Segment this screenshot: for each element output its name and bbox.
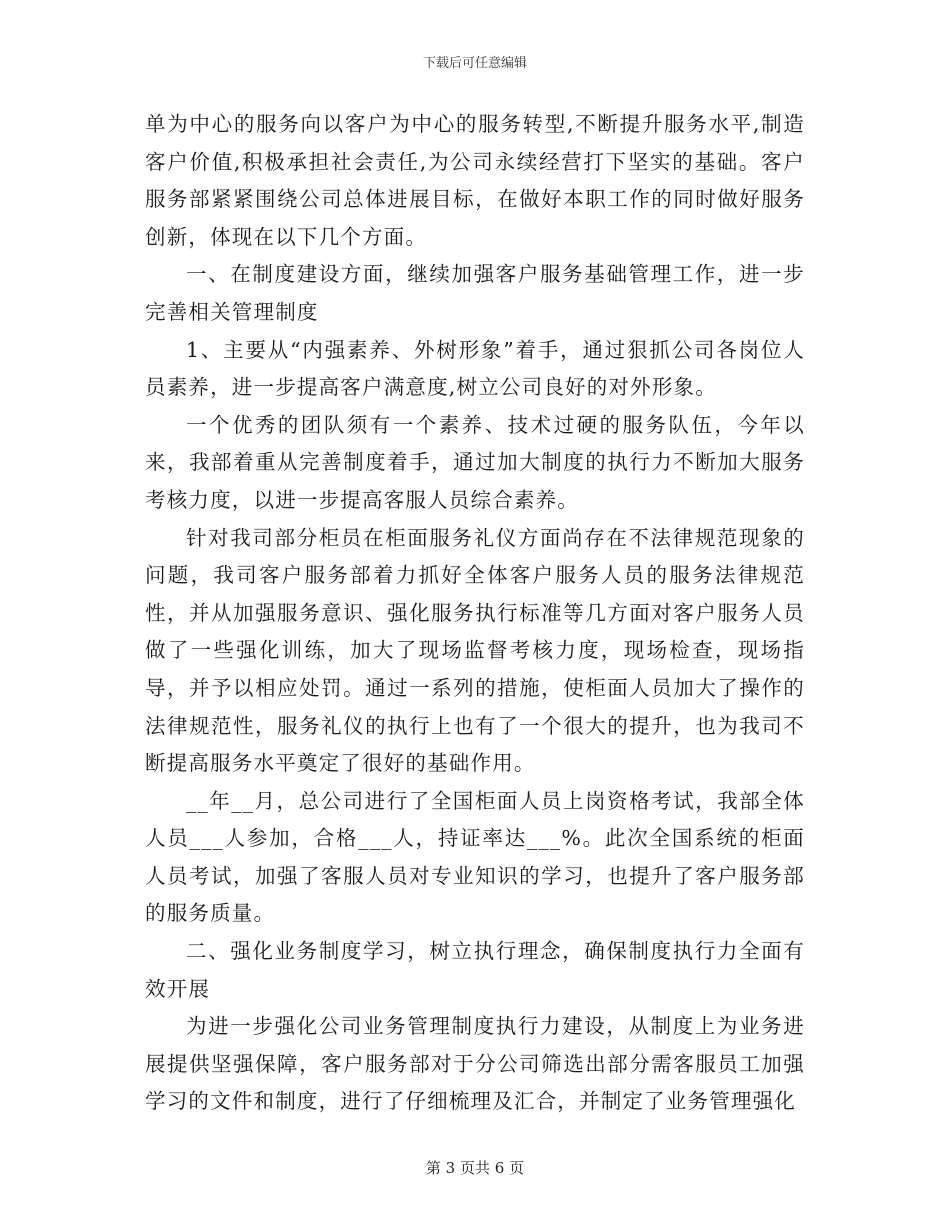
document-body: [145, 106, 805, 1121]
paragraph: __年__月，总公司进行了全国柜面人员上岗资格考试，我部全体人员___人参加，合格___人，持证率达___%。此次全国系统的柜面人员考试，加强了客服人员对专业知识的学习，也提升了客户服务部的服务质量。: [145, 788, 805, 926]
paragraph: 针对我司部分柜员在柜面服务礼仪方面尚存在不法律规范现象的问题，我司客户服务部着力抓好全体客户服务人员的服务法律规范性，并从加强服务意识、强化服务执行标准等几方面对客户服务人员做了一些强化训练，加大了现场监督考核力度，现场检查，现场指导，并予以相应处罚。通过一系列的措施，使柜面人员加大了操作的法律规范性，服务礼仪的执行上也有了一个很大的提升，也为我司不断提高服务水平奠定了很好的基础作用。: [145, 525, 805, 776]
paragraph: 一个优秀的团队须有一个素养、技术过硬的服务队伍，今年以来，我部着重从完善制度着手，通过加大制度的执行力不断加大服务考核力度，以进一步提高客服人员综合素养。: [145, 412, 805, 512]
page-footer: 第 3 页共 6 页: [425, 1159, 525, 1177]
paragraph: 为进一步强化公司业务管理制度执行力建设，从制度上为业务进展提供坚强保障，客户服务部对于分公司筛选出部分需客服员工加强学习的文件和制度，进行了仔细梳理及汇合，并制定了业务管理强化: [145, 1014, 805, 1114]
section-heading: 二、强化业务制度学习，树立执行理念，确保制度执行力全面有效开展: [145, 939, 805, 1001]
page-header: 下载后可任意编辑: [422, 56, 527, 71]
section-heading: 一、在制度建设方面，继续加强客户服务基础管理工作，进一步完善相关管理制度: [145, 262, 805, 324]
paragraph: 单为中心的服务向以客户为中心的服务转型,不断提升服务水平,制造客户价值,积极承担社会责任,为公司永续经营打下坚实的基础。客户服务部紧紧围绕公司总体进展目标，在做好本职工作的同时做好服务创新，体现在以下几个方面。: [145, 112, 805, 249]
paragraph: 1、主要从“内强素养、外树形象”着手，通过狠抓公司各岗位人员素养，进一步提高客户满意度,树立公司良好的对外形象。: [145, 337, 805, 400]
